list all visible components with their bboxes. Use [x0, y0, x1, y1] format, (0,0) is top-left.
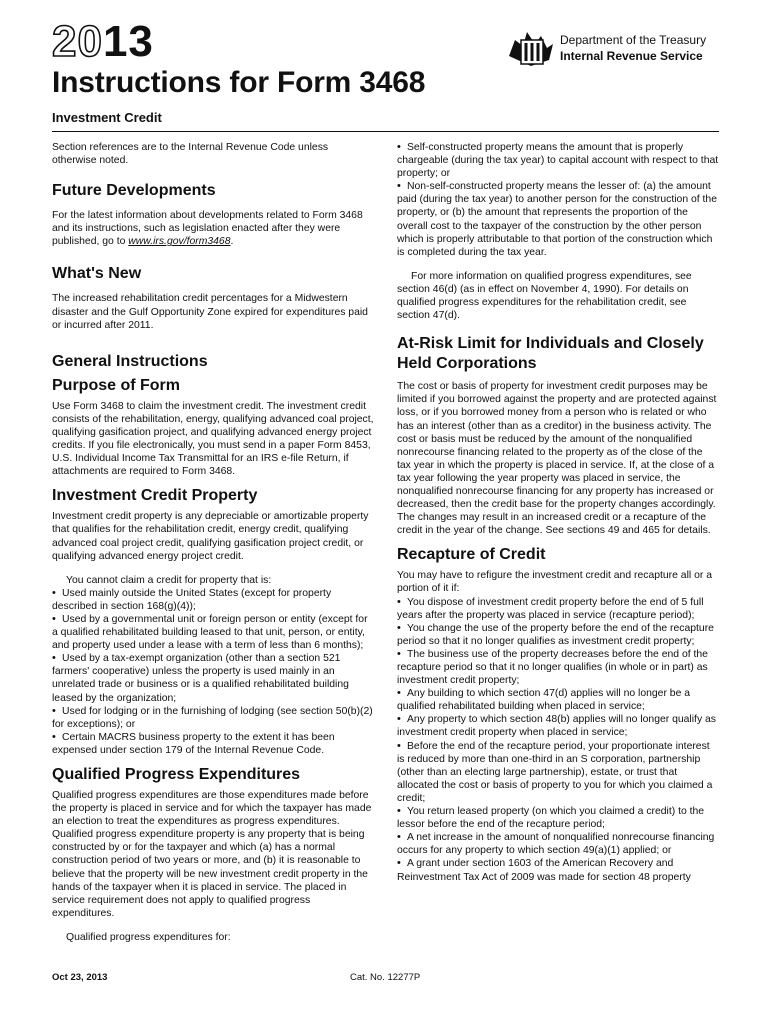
page-title: Instructions for Form 3468: [52, 66, 426, 99]
icp-heading: Investment Credit Property: [52, 487, 258, 505]
form3468-link[interactable]: www.irs.gov/form3468: [128, 236, 231, 248]
list-item: • Before the end of the recapture period, your proportionate interest is reduced by more than one-third in an S corporation, partnership (other than an electing large partnership), estate, or trust that allocated the cost or basis of property to you for which you claimed a credit;: [397, 739, 713, 804]
list-item: • Self-constructed property means the amount that is properly chargeable (during the tax year) to capital account with respect to that property; or: [397, 141, 719, 180]
list-item: • You return leased property (on which you claimed a credit) to the lessor before the end of the recapture period;: [397, 805, 705, 831]
list-item: • Any property to which section 48(b) applies will no longer qualify as investment credit property when placed in service;: [397, 713, 716, 739]
list-item: • Used for lodging or in the furnishing of lodging (see section 50(b)(2) for exceptions); or: [52, 704, 373, 730]
purpose-heading: Purpose of Form: [52, 376, 181, 394]
list-item: • Used by a governmental unit or foreign person or entity (except for a qualified rehabilitated building leased to that unit, person, or entity, and property used under a lease with a term of less than 6 months);: [52, 612, 368, 652]
whats-new-text: The increased rehabilitation credit percentages for a Midwestern disaster and the Gulf Opportunity Zone expired for expenditures paid or incurred after 2011.: [52, 293, 368, 331]
agency-department: Department of the Treasury: [560, 33, 707, 47]
list-item: • You change the use of the property before the end of the recapture period so that it no longer qualifies as investment credit property;: [397, 621, 714, 647]
left-column: [52, 141, 374, 944]
footer-cat-no: Cat. No. 12277P: [350, 972, 421, 983]
recapture-heading: Recapture of Credit: [397, 546, 546, 564]
atrisk-text: The cost or basis of property for investment credit purposes may be limited if you borrowed against the property and are protected against loss, or if you borrowed money from a person who is related or who has an interest (other than as a creditor) in the business activity. The cost or basis must be reduced by the amount of the nonqualified nonrecourse financing related to the property as of the close of the tax year in which the property is placed in service. If, at the close of a tax year following the year property was placed in service, the nonqualified nonrecourse financing for any property has increased or decreased, then the credit base for the property changes accordingly. The changes may result in an increased credit or a recapture of the credit in the year of the change. See sections 49 and 465 for details.: [397, 381, 717, 537]
page-subtitle: Investment Credit: [52, 110, 162, 125]
list-item: • Any building to which section 47(d) applies will no longer be a qualified rehabilitated building when placed in service;: [397, 687, 691, 713]
whats-new-heading: What's New: [52, 265, 142, 283]
irs-eagle-logo-icon: [505, 26, 557, 70]
qpe-heading: Qualified Progress Expenditures: [52, 766, 301, 783]
year-solid-digits: 13: [102, 17, 154, 66]
header-divider: [52, 131, 719, 132]
list-item: • A net increase in the amount of nonqualified nonrecourse financing occurs for any property to which section 49(a)(1) applied; or: [397, 831, 715, 857]
recapture-intro: You may have to refigure the investment credit and recapture all or a portion of it if:: [397, 570, 712, 595]
agency-irs: Internal Revenue Service: [560, 49, 703, 63]
year-hollow-digits: 20: [52, 17, 103, 66]
cannot-claim-text: You cannot claim a credit for property that is:: [66, 574, 272, 586]
icp-text: Investment credit property is any depreciable or amortizable property that qualifies for the rehabilitation credit, energy credit, qualifying advanced coal project credit, qualifying gasification project credit, or qualifying advanced energy project credit.: [52, 511, 369, 562]
more-info-text: For more information on qualified progress expenditures, see section 46(d) (as in effect on November 4, 1990). For details on qualified progress expenditures for the rehabilitation credit, see section 47(d).: [397, 270, 692, 322]
qpe-text: Qualified progress expenditures are those expenditures made before the property is placed in service and for which the taxpayer has made an election to treat the expenditures as progress expenditures. Qualified progress expenditure property is any property that is being constructed by or for the taxpayer and which (a) has a normal construction period of two years or more, and (b) it is reasonable to believe that the property will be new investment credit property in the hands of the taxpayer when it is placed in service. The placed in service requirement does not apply to qualified progress expenditures.: [52, 790, 372, 919]
list-item: • A grant under section 1603 of the American Recovery and Reinvestment Tax Act of 2009 was made for section 48 property: [397, 857, 691, 883]
list-item: • You dispose of investment credit property before the end of 5 full years after the property was placed in service (recapture period);: [397, 595, 704, 621]
general-instructions-heading: General Instructions: [52, 352, 208, 370]
future-developments-text: For the latest information about developments related to Form 3468 and its instructions, such as legislation enacted after they were published, go to www.irs.gov/form3468.: [52, 210, 363, 248]
intro-text: Section references are to the Internal Revenue Code unless otherwise noted.: [52, 142, 329, 167]
list-item: • The business use of the property decreases before the end of the recapture period so that it no longer qualifies (in whole or in part) as investment credit property;: [397, 647, 708, 687]
purpose-text: Use Form 3468 to claim the investment credit. The investment credit consists of the rehabilitation, energy, qualifying advanced coal project, qualifying gasification project, and qualifying advanced energy project credits. If you file electronically, you must send in a paper Form 8453, U.S. Individual Income Tax Transmittal for an IRS e-file Return, if attachments are required to Form 3468.: [52, 400, 374, 478]
form-year: [52, 17, 154, 66]
list-item: • Used by a tax-exempt organization (other than a section 521 farmers' cooperative) unless the property is used mainly in an unrelated trade or business or is a qualified rehabilitated building leased by the organization;: [52, 652, 349, 704]
list-item: • Used mainly outside the United States (except for property described in section 168(g)(4));: [52, 586, 332, 612]
qpe-for-text: Qualified progress expenditures for:: [66, 931, 231, 943]
agency-block: [560, 32, 706, 64]
footer-date: Oct 23, 2013: [52, 972, 108, 983]
list-item: • Certain MACRS business property to the extent it has been expensed under section 179 of the Internal Revenue Code.: [52, 730, 335, 756]
future-developments-heading: Future Developments: [52, 182, 216, 200]
right-column: [397, 141, 719, 884]
list-item: • Non-self-constructed property means the lesser of: (a) the amount paid (during the tax year) to another person for the construction of the property, or (b) the amount that represents the proportion of the overall cost to the taxpayer of the construction by the other person which is properly attributable to that portion of the construction which is completed during the tax year.: [397, 180, 717, 258]
atrisk-heading: At-Risk Limit for Individuals and Closely Held Corporations: [397, 335, 704, 373]
